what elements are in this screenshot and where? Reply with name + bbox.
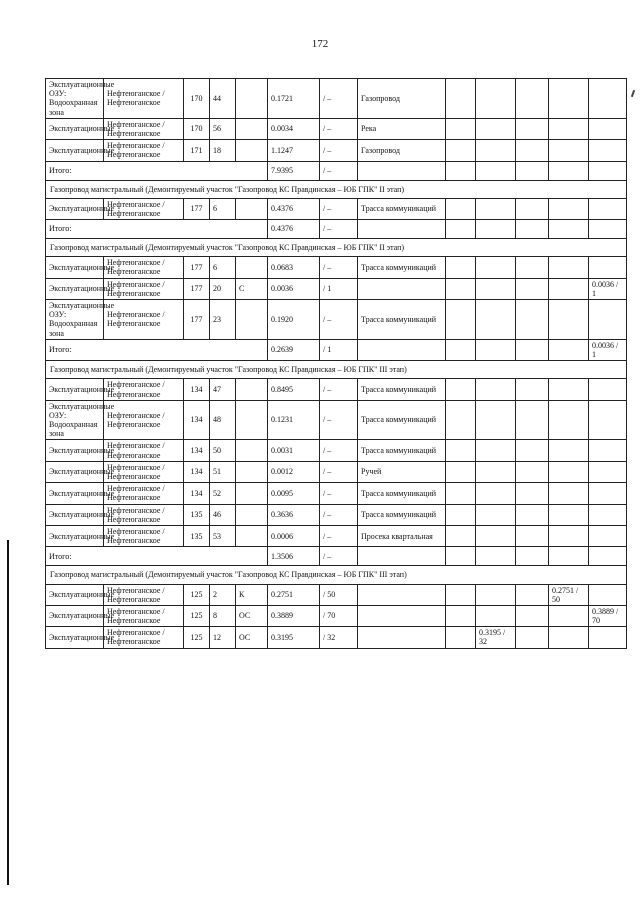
cell-object: Трасса коммуникаций <box>358 198 446 219</box>
cell-e3 <box>516 400 549 440</box>
cell-e3 <box>516 257 549 278</box>
table-row <box>46 627 627 648</box>
empty-cell <box>476 339 516 360</box>
table-row <box>46 300 627 340</box>
cell-frac: / – <box>320 198 358 219</box>
cell-e4 <box>549 504 589 525</box>
empty-cell <box>446 161 476 180</box>
cell-vydel: 23 <box>210 300 236 340</box>
cell-kvartal: 177 <box>184 278 210 299</box>
cell-vydel: 18 <box>210 140 236 161</box>
table-row <box>46 79 627 119</box>
cell-purpose: Эксплуатационные <box>46 627 104 648</box>
cell-vydel: 56 <box>210 118 236 139</box>
cell-locality: Нефтеюганское / Нефтеюганское <box>104 79 184 119</box>
cell-e3 <box>516 483 549 504</box>
cell-e3 <box>516 198 549 219</box>
empty-cell <box>476 161 516 180</box>
cell-e1 <box>446 584 476 605</box>
cell-e4 <box>549 605 589 626</box>
cell-e5 <box>589 627 627 648</box>
cell-category <box>236 257 268 278</box>
cell-e3 <box>516 440 549 461</box>
cell-e5 <box>589 547 627 566</box>
cell-label: Газопровод магистральный (Демонтируемый участок "Газопровод КС Правдинская – ЮБ ГПК" II этап) <box>46 180 627 198</box>
cell-e4 <box>549 400 589 440</box>
table-row <box>46 400 627 440</box>
cell-e1 <box>446 257 476 278</box>
cell-e5 <box>589 379 627 400</box>
cell-e2 <box>476 79 516 119</box>
cell-area: 0.0006 <box>268 525 320 546</box>
cell-e5: 0.0036 / 1 <box>589 339 627 360</box>
empty-cell <box>358 220 446 239</box>
cell-e1 <box>446 504 476 525</box>
cell-purpose: Эксплуатационные <box>46 118 104 139</box>
table-row <box>46 257 627 278</box>
cell-area: 7.9395 <box>268 161 320 180</box>
cell-e2 <box>476 257 516 278</box>
cell-e2 <box>476 461 516 482</box>
cell-e5 <box>589 140 627 161</box>
cell-frac: / – <box>320 220 358 239</box>
cell-category <box>236 504 268 525</box>
cell-e4 <box>549 257 589 278</box>
cell-e2 <box>476 300 516 340</box>
cell-kvartal: 134 <box>184 379 210 400</box>
cell-kvartal: 134 <box>184 400 210 440</box>
empty-cell <box>549 547 589 566</box>
cell-e4 <box>549 79 589 119</box>
cell-frac: / 1 <box>320 339 358 360</box>
cell-area: 0.0031 <box>268 440 320 461</box>
cell-e5 <box>589 198 627 219</box>
scan-margin-line <box>7 540 9 885</box>
cell-area: 0.0036 <box>268 278 320 299</box>
cell-area: 0.4376 <box>268 220 320 239</box>
cell-category <box>236 140 268 161</box>
cell-purpose: Эксплуатационные <box>46 278 104 299</box>
cell-e1 <box>446 140 476 161</box>
cell-locality: Нефтеюганское / Нефтеюганское <box>104 461 184 482</box>
cell-e1 <box>446 440 476 461</box>
empty-cell <box>516 339 549 360</box>
cell-label: Итого: <box>46 339 268 360</box>
cell-purpose: Эксплуатационные ОЗУ: Водоохранная зона <box>46 300 104 340</box>
cell-area: 0.1721 <box>268 79 320 119</box>
empty-cell <box>446 220 476 239</box>
cell-e1 <box>446 400 476 440</box>
cell-e1 <box>446 627 476 648</box>
cell-vydel: 8 <box>210 605 236 626</box>
cell-object <box>358 605 446 626</box>
empty-cell <box>446 339 476 360</box>
cell-kvartal: 134 <box>184 483 210 504</box>
cell-label: Газопровод магистральный (Демонтируемый участок "Газопровод КС Правдинская – ЮБ ГПК" III этап) <box>46 361 627 379</box>
cell-locality: Нефтеюганское / Нефтеюганское <box>104 118 184 139</box>
cell-e4 <box>549 278 589 299</box>
cell-e5 <box>589 300 627 340</box>
cell-e2 <box>476 379 516 400</box>
empty-cell <box>549 161 589 180</box>
cell-locality: Нефтеюганское / Нефтеюганское <box>104 400 184 440</box>
cell-frac: / 32 <box>320 627 358 648</box>
cell-vydel: 2 <box>210 584 236 605</box>
cell-e4 <box>549 300 589 340</box>
empty-cell <box>476 220 516 239</box>
cell-frac: / – <box>320 161 358 180</box>
table-row <box>46 198 627 219</box>
table-row <box>46 440 627 461</box>
cell-area: 1.3506 <box>268 547 320 566</box>
cell-e1 <box>446 118 476 139</box>
cell-area: 1.1247 <box>268 140 320 161</box>
page-number: 172 <box>311 38 329 50</box>
cell-kvartal: 177 <box>184 198 210 219</box>
cell-e3 <box>516 278 549 299</box>
cell-locality: Нефтеюганское / Нефтеюганское <box>104 627 184 648</box>
cell-e1 <box>446 605 476 626</box>
cell-e3 <box>516 627 549 648</box>
cell-frac: / – <box>320 379 358 400</box>
cell-area: 0.1231 <box>268 400 320 440</box>
table-row <box>46 483 627 504</box>
table-row <box>46 461 627 482</box>
cell-kvartal: 170 <box>184 79 210 119</box>
cell-e3 <box>516 525 549 546</box>
cell-e5 <box>589 79 627 119</box>
cell-label: Газопровод магистральный (Демонтируемый участок "Газопровод КС Правдинская – ЮБ ГПК" III этап) <box>46 566 627 584</box>
cell-vydel: 51 <box>210 461 236 482</box>
cell-kvartal: 134 <box>184 440 210 461</box>
cell-vydel: 6 <box>210 257 236 278</box>
cell-kvartal: 171 <box>184 140 210 161</box>
table-row <box>46 118 627 139</box>
total-row <box>46 339 627 360</box>
cell-kvartal: 135 <box>184 525 210 546</box>
cell-e5: 0.3889 / 70 <box>589 605 627 626</box>
cell-e1 <box>446 278 476 299</box>
cell-e5 <box>589 504 627 525</box>
cell-e5 <box>589 220 627 239</box>
cell-label: Газопровод магистральный (Демонтируемый участок "Газопровод КС Правдинская – ЮБ ГПК" II этап) <box>46 239 627 257</box>
cell-kvartal: 135 <box>184 504 210 525</box>
cell-e2 <box>476 605 516 626</box>
cell-e5 <box>589 483 627 504</box>
cell-e2 <box>476 584 516 605</box>
total-row <box>46 220 627 239</box>
table-body <box>46 79 627 649</box>
cell-object: Трасса коммуникаций <box>358 440 446 461</box>
empty-cell <box>516 161 549 180</box>
cell-purpose: Эксплуатационные <box>46 198 104 219</box>
cell-area: 0.2751 <box>268 584 320 605</box>
cell-object: Трасса коммуникаций <box>358 300 446 340</box>
cell-e2 <box>476 118 516 139</box>
cell-frac: / – <box>320 483 358 504</box>
cell-e1 <box>446 525 476 546</box>
table-row <box>46 584 627 605</box>
cell-e3 <box>516 300 549 340</box>
cell-kvartal: 170 <box>184 118 210 139</box>
cell-locality: Нефтеюганское / Нефтеюганское <box>104 257 184 278</box>
cell-frac: / 70 <box>320 605 358 626</box>
table-row <box>46 140 627 161</box>
cell-frac: / – <box>320 440 358 461</box>
cell-frac: / – <box>320 400 358 440</box>
cell-kvartal: 125 <box>184 584 210 605</box>
cell-locality: Нефтеюганское / Нефтеюганское <box>104 198 184 219</box>
cell-frac: / – <box>320 461 358 482</box>
cell-e2: 0.3195 / 32 <box>476 627 516 648</box>
cell-purpose: Эксплуатационные <box>46 440 104 461</box>
cell-e5 <box>589 118 627 139</box>
cell-e5 <box>589 461 627 482</box>
table-row <box>46 379 627 400</box>
empty-cell <box>358 547 446 566</box>
total-row <box>46 161 627 180</box>
cell-frac: / – <box>320 300 358 340</box>
cell-object <box>358 278 446 299</box>
cell-purpose: Эксплуатационные <box>46 461 104 482</box>
cell-object: Трасса коммуникаций <box>358 257 446 278</box>
cell-vydel: 53 <box>210 525 236 546</box>
cell-kvartal: 177 <box>184 300 210 340</box>
cell-locality: Нефтеюганское / Нефтеюганское <box>104 483 184 504</box>
cell-category <box>236 483 268 504</box>
cell-frac: / 1 <box>320 278 358 299</box>
cell-area: 0.4376 <box>268 198 320 219</box>
cell-e3 <box>516 504 549 525</box>
cell-vydel: 50 <box>210 440 236 461</box>
cell-category <box>236 379 268 400</box>
cell-e4 <box>549 198 589 219</box>
cell-object: Газопровод <box>358 140 446 161</box>
section-header-row <box>46 361 627 379</box>
table-row <box>46 278 627 299</box>
cell-frac: / – <box>320 504 358 525</box>
cell-area: 0.0095 <box>268 483 320 504</box>
cell-e5 <box>589 584 627 605</box>
cell-category <box>236 400 268 440</box>
cell-purpose: Эксплуатационные <box>46 140 104 161</box>
cell-e1 <box>446 461 476 482</box>
cell-object: Река <box>358 118 446 139</box>
cell-e4 <box>549 118 589 139</box>
empty-cell <box>549 339 589 360</box>
cell-label: Итого: <box>46 220 268 239</box>
cell-vydel: 44 <box>210 79 236 119</box>
cell-e4 <box>549 483 589 504</box>
cell-e5 <box>589 257 627 278</box>
cell-e4: 0.2751 / 50 <box>549 584 589 605</box>
section-header-row <box>46 566 627 584</box>
cell-area: 0.1920 <box>268 300 320 340</box>
section-header-row <box>46 239 627 257</box>
cell-e5 <box>589 161 627 180</box>
cell-e5 <box>589 440 627 461</box>
cell-e3 <box>516 140 549 161</box>
cell-vydel: 6 <box>210 198 236 219</box>
cell-e2 <box>476 140 516 161</box>
cell-e2 <box>476 525 516 546</box>
cell-e2 <box>476 198 516 219</box>
cell-e3 <box>516 461 549 482</box>
empty-cell <box>549 220 589 239</box>
cell-object: Газопровод <box>358 79 446 119</box>
cell-object: Трасса коммуникаций <box>358 400 446 440</box>
table-row <box>46 504 627 525</box>
cell-e3 <box>516 605 549 626</box>
cell-category: ОС <box>236 605 268 626</box>
cell-purpose: Эксплуатационные <box>46 483 104 504</box>
cell-e5: 0.0036 / 1 <box>589 278 627 299</box>
cell-e1 <box>446 300 476 340</box>
cell-area: 0.3195 <box>268 627 320 648</box>
cell-e2 <box>476 278 516 299</box>
empty-cell <box>516 547 549 566</box>
cell-e4 <box>549 440 589 461</box>
cell-category: ОС <box>236 627 268 648</box>
cell-area: 0.0012 <box>268 461 320 482</box>
empty-cell <box>516 220 549 239</box>
cell-purpose: Эксплуатационные <box>46 504 104 525</box>
cell-locality: Нефтеюганское / Нефтеюганское <box>104 300 184 340</box>
cell-e5 <box>589 525 627 546</box>
cell-locality: Нефтеюганское / Нефтеюганское <box>104 440 184 461</box>
cell-object: Трасса коммуникаций <box>358 504 446 525</box>
cell-category <box>236 440 268 461</box>
cell-frac: / – <box>320 140 358 161</box>
cell-locality: Нефтеюганское / Нефтеюганское <box>104 525 184 546</box>
cell-category <box>236 118 268 139</box>
empty-cell <box>446 547 476 566</box>
cell-e2 <box>476 400 516 440</box>
forest-plots-table <box>45 78 627 649</box>
cell-e4 <box>549 525 589 546</box>
cell-category <box>236 198 268 219</box>
cell-e2 <box>476 504 516 525</box>
cell-object: Просека квартальная <box>358 525 446 546</box>
cell-locality: Нефтеюганское / Нефтеюганское <box>104 140 184 161</box>
cell-e2 <box>476 483 516 504</box>
cell-purpose: Эксплуатационные ОЗУ: Водоохранная зона <box>46 79 104 119</box>
cell-e3 <box>516 79 549 119</box>
cell-purpose: Эксплуатационные <box>46 379 104 400</box>
cell-frac: / – <box>320 257 358 278</box>
empty-cell <box>358 339 446 360</box>
cell-e1 <box>446 379 476 400</box>
cell-area: 0.8495 <box>268 379 320 400</box>
cell-kvartal: 125 <box>184 605 210 626</box>
cell-area: 0.3889 <box>268 605 320 626</box>
cell-area: 0.2639 <box>268 339 320 360</box>
cell-e3 <box>516 379 549 400</box>
cell-category <box>236 300 268 340</box>
cell-e3 <box>516 584 549 605</box>
cell-e3 <box>516 118 549 139</box>
empty-cell <box>358 161 446 180</box>
cell-area: 0.0683 <box>268 257 320 278</box>
total-row <box>46 547 627 566</box>
cell-vydel: 20 <box>210 278 236 299</box>
cell-e1 <box>446 483 476 504</box>
scan-mark <box>631 90 635 97</box>
cell-frac: / – <box>320 525 358 546</box>
cell-e4 <box>549 461 589 482</box>
cell-object <box>358 627 446 648</box>
cell-e4 <box>549 379 589 400</box>
cell-locality: Нефтеюганское / Нефтеюганское <box>104 605 184 626</box>
cell-frac: / – <box>320 79 358 119</box>
cell-e1 <box>446 79 476 119</box>
cell-purpose: Эксплуатационные <box>46 525 104 546</box>
cell-e4 <box>549 140 589 161</box>
cell-vydel: 52 <box>210 483 236 504</box>
cell-e1 <box>446 198 476 219</box>
cell-vydel: 47 <box>210 379 236 400</box>
cell-e5 <box>589 400 627 440</box>
section-header-row <box>46 180 627 198</box>
table-row <box>46 525 627 546</box>
cell-category: С <box>236 278 268 299</box>
cell-e4 <box>549 627 589 648</box>
cell-category: К <box>236 584 268 605</box>
cell-kvartal: 177 <box>184 257 210 278</box>
cell-e2 <box>476 440 516 461</box>
cell-frac: / 50 <box>320 584 358 605</box>
table-row <box>46 605 627 626</box>
cell-object <box>358 584 446 605</box>
cell-kvartal: 134 <box>184 461 210 482</box>
cell-purpose: Эксплуатационные ОЗУ: Водоохранная зона <box>46 400 104 440</box>
cell-locality: Нефтеюганское / Нефтеюганское <box>104 278 184 299</box>
cell-locality: Нефтеюганское / Нефтеюганское <box>104 584 184 605</box>
cell-vydel: 48 <box>210 400 236 440</box>
cell-frac: / – <box>320 547 358 566</box>
empty-cell <box>476 547 516 566</box>
cell-category <box>236 79 268 119</box>
cell-area: 0.3636 <box>268 504 320 525</box>
cell-vydel: 12 <box>210 627 236 648</box>
cell-locality: Нефтеюганское / Нефтеюганское <box>104 379 184 400</box>
cell-vydel: 46 <box>210 504 236 525</box>
cell-label: Итого: <box>46 547 268 566</box>
cell-purpose: Эксплуатационные <box>46 584 104 605</box>
cell-purpose: Эксплуатационные <box>46 257 104 278</box>
cell-category <box>236 461 268 482</box>
cell-object: Трасса коммуникаций <box>358 379 446 400</box>
cell-kvartal: 125 <box>184 627 210 648</box>
cell-label: Итого: <box>46 161 268 180</box>
cell-object: Трасса коммуникаций <box>358 483 446 504</box>
cell-object: Ручей <box>358 461 446 482</box>
cell-purpose: Эксплуатационные <box>46 605 104 626</box>
cell-area: 0.0034 <box>268 118 320 139</box>
cell-category <box>236 525 268 546</box>
cell-frac: / – <box>320 118 358 139</box>
cell-locality: Нефтеюганское / Нефтеюганское <box>104 504 184 525</box>
